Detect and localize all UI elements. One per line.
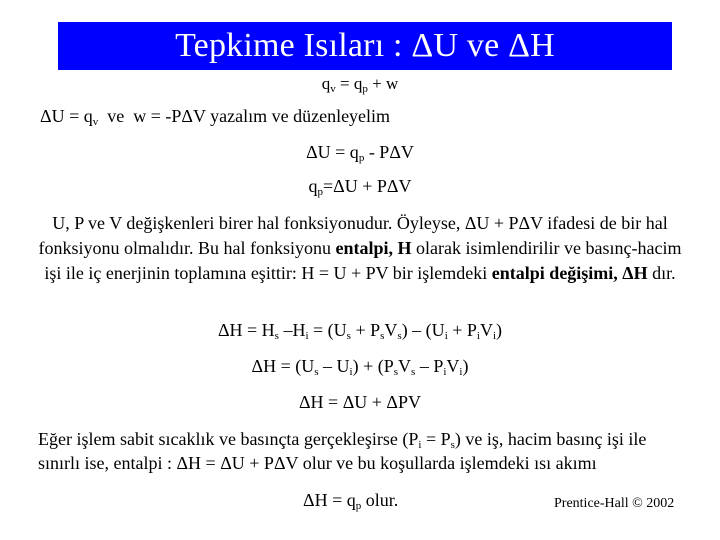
eq-sub: i (305, 330, 309, 342)
para-sub: s (450, 439, 455, 451)
eq-sub: s (380, 330, 385, 342)
eq-sub: i (349, 366, 353, 378)
eq-text: ) (496, 320, 503, 340)
eq-text: =ΔU + PΔV (323, 176, 412, 196)
eq-text: + w (367, 74, 399, 93)
eq-text: ) (462, 356, 469, 376)
eq-text: olur. (361, 490, 399, 510)
equation-qv (0, 74, 720, 94)
paragraph-enthalpy-definition (38, 211, 682, 286)
equation-qp (0, 176, 720, 197)
eq-sub: i (476, 330, 480, 342)
eq-text: ) + (P (352, 356, 394, 376)
equation-dh-grouped (0, 356, 720, 377)
eq-sub: p (362, 83, 368, 95)
equation-dh-expanded (0, 320, 720, 341)
eq-sub: p (355, 500, 362, 512)
eq-text: ΔH = (U (251, 356, 315, 376)
para-text: = P (421, 429, 451, 449)
equation-du-qv (40, 106, 390, 127)
eq-sub: s (411, 366, 416, 378)
eq-text: + P (447, 320, 477, 340)
eq-sub: p (358, 152, 365, 164)
eq-text: – P (415, 356, 444, 376)
eq-text: V (398, 356, 412, 376)
eq-text: V (479, 320, 493, 340)
eq-sub: i (443, 366, 447, 378)
eq-text: = q (335, 74, 363, 93)
eq-text: V (384, 320, 398, 340)
para-text: U, P ve V değişkenleri birer hal fonksiyonudur. Öyleyse, ΔU + PΔV ifadesi de bir hal fonksiyonu olmalıdır. Bu hal fonksiyonu (38, 213, 668, 258)
equation-dh-du-dpv: ΔH = ΔU + ΔPV (298, 392, 422, 412)
para-sub: i (418, 439, 422, 451)
eq-text: ΔH = H (217, 320, 275, 340)
paragraph-constant-conditions (38, 427, 688, 475)
eq-sub: s (274, 330, 279, 342)
para-bold: entalpi değişimi, ΔH (491, 263, 648, 283)
slide-title: Tepkime Isıları : ΔU ve ΔH (58, 22, 672, 70)
eq-sub: i (459, 366, 463, 378)
eq-sub: i (444, 330, 448, 342)
eq-text: - PΔV (364, 142, 414, 162)
para-bold: entalpi, H (335, 238, 412, 258)
eq-sub: p (317, 186, 324, 198)
eq-sub: s (314, 366, 319, 378)
eq-text: ΔU = q (306, 142, 359, 162)
para-text: dır. (647, 263, 676, 283)
eq-text: + P (350, 320, 381, 340)
para-text: Eğer işlem sabit sıcaklık ve basınçta gerçekleşirse (P (38, 429, 419, 449)
equation-dh-qp (303, 490, 398, 511)
eq-sub: s (346, 330, 351, 342)
para-text: olarak isimlendirilir ve basınç-hacim işi ile iç enerjinin toplamına eşittir: H = U + PV bir işlemdeki (44, 238, 682, 283)
eq-sub: v (330, 83, 336, 95)
eq-text: ΔH = q (303, 490, 356, 510)
eq-sub: s (393, 366, 399, 378)
eq-text: = (U (308, 320, 347, 340)
eq-text: ) – (U (401, 320, 445, 340)
copyright-credit: Prentice-Hall © 2002 (554, 496, 675, 511)
eq-text: ve w = -PΔV yazalım ve düzenleyelim (98, 106, 391, 126)
eq-text: – U (318, 356, 350, 376)
equation-du-qp (0, 142, 720, 163)
eq-sub: i (492, 330, 497, 342)
eq-text: V (446, 356, 460, 376)
eq-text: ΔU = q (40, 106, 93, 126)
para-text: ) ve iş, hacim basınç işi ile sınırlı ise, entalpi : ΔH = ΔU + PΔV olur ve bu koşullarda işlemdeki ısı akımı (38, 429, 647, 473)
eq-sub: s (397, 330, 402, 342)
eq-text: q (308, 176, 318, 196)
eq-text: –H (278, 320, 306, 340)
eq-sub: v (92, 116, 99, 128)
eq-text: q (321, 74, 331, 93)
